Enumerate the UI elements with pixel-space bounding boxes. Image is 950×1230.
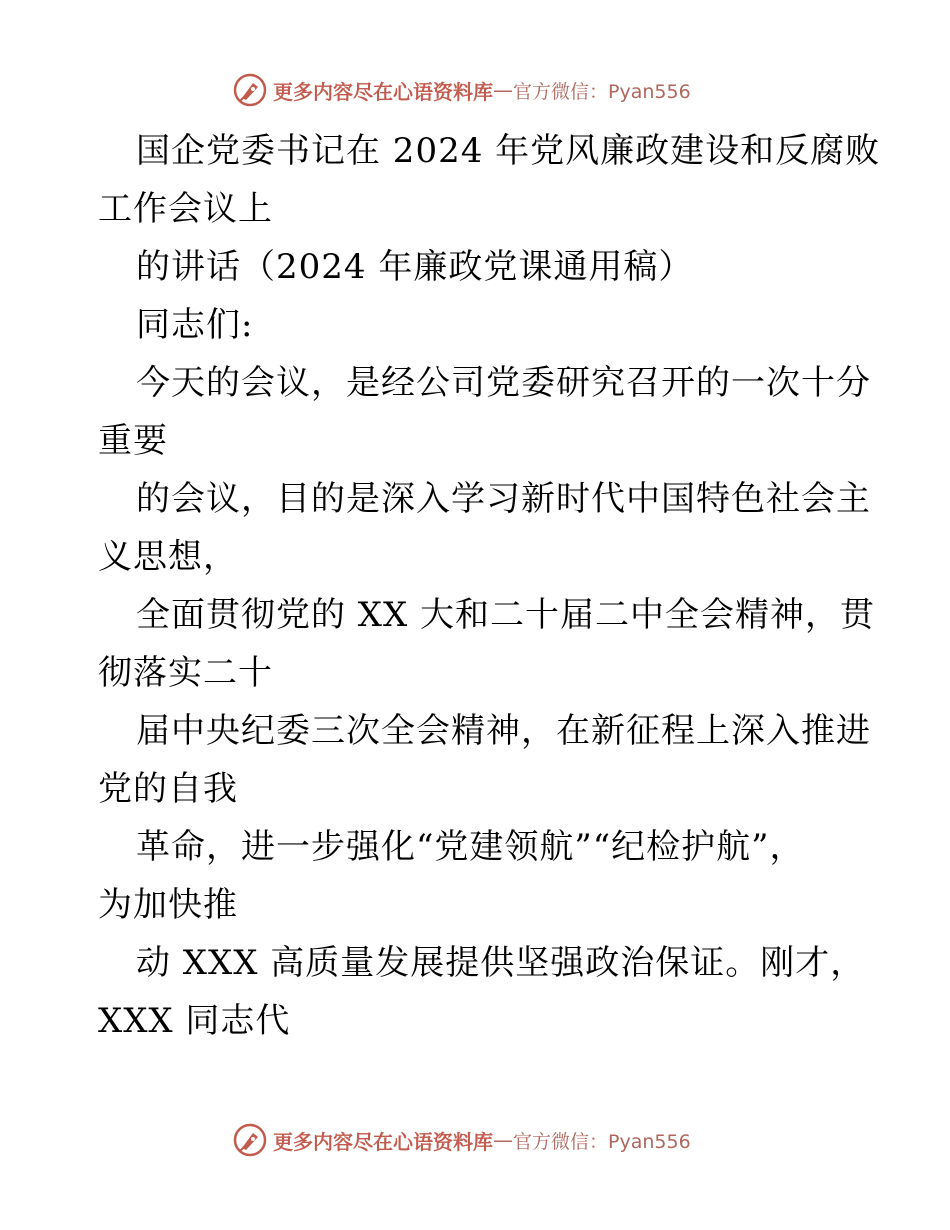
doc-line: 届中央纪委三次全会精神，在新征程上深入推进: [136, 711, 871, 751]
document-body: [98, 122, 881, 1050]
doc-line: 义思想，: [98, 537, 238, 577]
watermark-wechat-text: 官方微信：Pyan556: [513, 80, 691, 103]
doc-line: 全面贯彻党的 XX 大和二十届二中全会精神，贯: [136, 595, 876, 635]
doc-line: 动 XXX 高质量发展提供坚强政治保证。刚才，: [136, 943, 866, 983]
doc-line: 同志们:: [136, 305, 254, 345]
watermark-wechat-text: 官方微信：Pyan556: [513, 1130, 691, 1153]
watermark-brand-text: 更多内容尽在心语资料库: [273, 1129, 493, 1154]
doc-line: 党的自我: [98, 769, 238, 809]
doc-line: 彻落实二十: [98, 653, 273, 693]
pen-nib-logo-icon: [233, 1123, 267, 1157]
doc-line: 工作会议上: [98, 189, 273, 229]
watermark-banner-bottom: [233, 1122, 691, 1158]
doc-line: 革命，进一步强化“党建领航”“纪检护航”，: [136, 827, 805, 867]
watermark-separator: —: [493, 1128, 513, 1152]
doc-line: 重要: [98, 421, 168, 461]
doc-line: 今天的会议，是经公司党委研究召开的一次十分: [136, 363, 871, 403]
doc-line: 国企党委书记在 2024 年党风廉政建设和反腐败: [136, 131, 881, 171]
doc-line: XXX 同志代: [98, 1001, 291, 1041]
doc-line: 的会议，目的是深入学习新时代中国特色社会主: [136, 479, 871, 519]
watermark-brand-text: 更多内容尽在心语资料库: [273, 79, 493, 104]
doc-line: 的讲话（2024 年廉政党课通用稿）: [136, 247, 694, 287]
watermark-banner-top: [233, 72, 691, 108]
doc-line: 为加快推: [98, 885, 238, 925]
watermark-separator: —: [493, 78, 513, 102]
pen-nib-logo-icon: [233, 73, 267, 107]
